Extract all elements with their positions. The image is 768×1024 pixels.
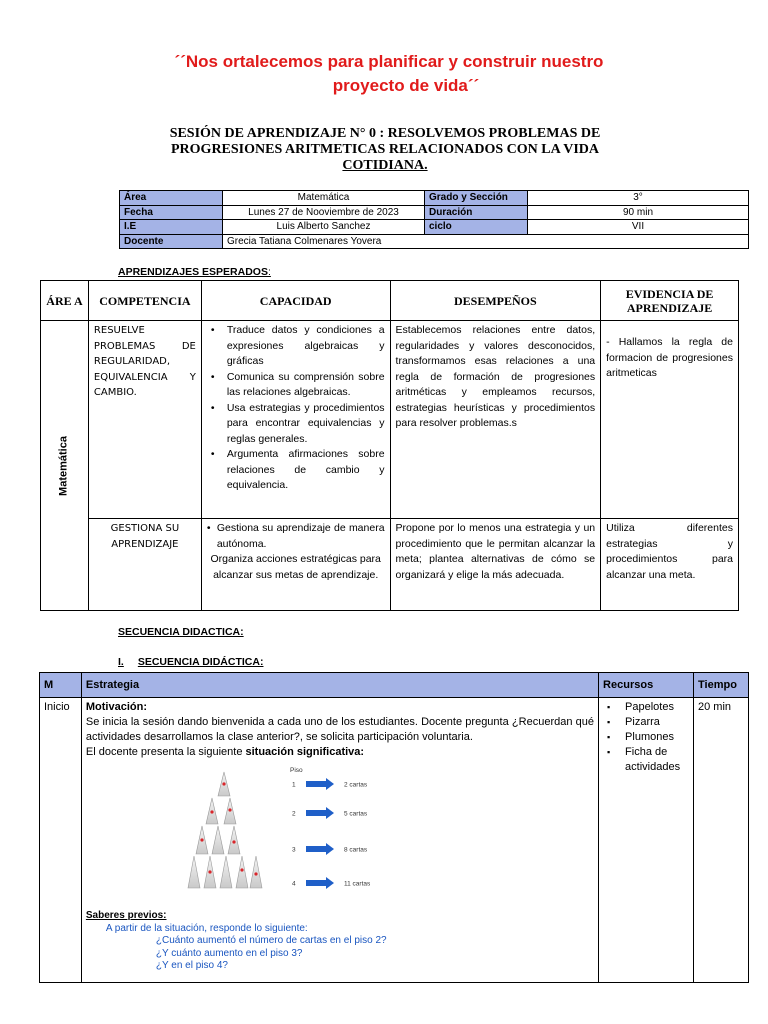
header-evidencia: EVIDENCIA DE APRENDIZAJE [601, 281, 739, 321]
secuencia-row [40, 698, 749, 983]
competencia-row [41, 321, 739, 519]
session-title [120, 126, 650, 174]
capacidad-cell [201, 519, 390, 611]
header-capacidad: CAPACIDAD [201, 281, 390, 321]
header-recursos: Recursos [599, 673, 694, 698]
level-arrow-icon [306, 843, 334, 855]
competencia-cell: GESTIONA SU APRENDIZAJE [88, 519, 201, 611]
session-title-line-1: SESIÓN DE APRENDIZAJE N° 0 : RESOLVEMOS PROBLEMAS DE [169, 126, 601, 141]
competencia-cell: RESUELVE PROBLEMAS DE REGULARIDAD, EQUIVALENCIA Y CAMBIO. [88, 321, 201, 519]
ciclo-label: ciclo [425, 220, 528, 235]
area-name-vertical: Matemática [57, 435, 70, 496]
capacidad-item: • Traduce datos y condiciones a expresiones algebraicas y gráficas [207, 323, 385, 370]
competencia-row [41, 519, 739, 611]
piso-number: 1 [291, 781, 296, 789]
duracion-label: Duración [425, 205, 528, 220]
pregunta-item: ¿Y en el piso 4? [155, 960, 228, 971]
cartas-count: 11 cartas [343, 880, 371, 888]
area-cell [41, 321, 89, 611]
competencias-table [40, 280, 739, 611]
title-line-2: proyecto de vida´´ [332, 76, 480, 95]
header-competencia: COMPETENCIA [88, 281, 201, 321]
saberes-previos-block [86, 910, 594, 973]
pyramid-levels [292, 778, 371, 889]
area-label: Área [120, 191, 223, 206]
header-area: ÁRE A [41, 281, 89, 321]
fecha-value: Lunes 27 de Nooviembre de 2023 [223, 205, 425, 220]
recurso-item: ▪ Papelotes [603, 700, 689, 715]
grado-value: 3° [528, 191, 749, 206]
capacidad-item: • Comunica su comprensión sobre las relaciones algebraicas. [207, 370, 385, 401]
capacidad-item: • Argumenta afirmaciones sobre relaciones de cambio y equivalencia. [207, 447, 385, 494]
docente-label: Docente [120, 234, 223, 249]
secuencia-header-row [40, 673, 749, 698]
recurso-item: ▪ Pizarra [603, 715, 689, 730]
capacidad-item: • Gestiona su aprendizaje de manera autónoma. [206, 522, 385, 550]
piso-number: 3 [291, 846, 296, 854]
secuencia-heading: SECUENCIA DIDACTICA: [118, 626, 244, 638]
fecha-label: Fecha [120, 205, 223, 220]
level-arrow-icon [306, 778, 334, 790]
header-m: M [40, 673, 82, 698]
recurso-item: ▪ Plumones [603, 730, 689, 745]
competencias-header-row [41, 281, 739, 321]
secuencia-subheading: I. SECUENCIA DIDÁCTICA: [118, 656, 264, 668]
pregunta-item: ¿Y cuánto aumento en el piso 3? [155, 947, 303, 959]
motivacion-label: Motivación: [85, 701, 148, 713]
cartas-count: 5 cartas [343, 810, 368, 818]
header-estrategia: Estrategia [81, 673, 598, 698]
session-title-line-2: PROGRESIONES ARITMETICAS RELACIONADOS CON LA VIDA [171, 142, 599, 157]
capacidad-item: • Usa estrategias y procedimientos para encontrar equivalencias y reglas generales. [207, 401, 385, 448]
evidencia-cell: Utiliza diferentes estrategias y procedimientos para alcanzar una meta. [601, 519, 739, 611]
session-title-line-3: COTIDIANA. [342, 158, 428, 173]
docente-text: El docente presenta la siguiente situación significativa: [85, 746, 365, 758]
desempeno-cell: Propone por lo menos una estrategia y un procedimiento que le permitan alcanzar la meta; plantea alternativas de cómo se organizará y elige la más adecuada. [390, 519, 601, 611]
card-pyramid-figure [184, 766, 384, 906]
recursos-cell [599, 698, 694, 983]
title-line-1: ´´Nos ortalecemos para planificar y construir nuestro [174, 52, 604, 71]
saberes-intro: A partir de la situación, responde lo siguiente: [105, 922, 308, 934]
ciclo-value: VII [528, 220, 749, 235]
recurso-item: ▪ Ficha de actividades [603, 745, 689, 775]
area-value: Matemática [223, 191, 425, 206]
piso-label: Piso [289, 767, 303, 774]
motivacion-text: Se inicia la sesión dando bienvenida a cada uno de los estudiantes. Docente pregunta ¿Recuerdan qué actividades desarrollamos la clase anterior?, se solicita participación voluntaria. [85, 716, 595, 743]
grado-label: Grado y Sección [425, 191, 528, 206]
cartas-count: 2 cartas [343, 781, 368, 789]
capacidad-cell [201, 321, 390, 519]
pregunta-item: ¿Cuánto aumentó el número de cartas en el piso 2? [155, 935, 387, 946]
duracion-value: 90 min [528, 205, 749, 220]
level-arrow-icon [306, 877, 334, 889]
estrategia-cell [81, 698, 598, 983]
docente-value: Grecia Tatiana Colmenares Yovera [223, 234, 749, 249]
saberes-label: Saberes previos: [85, 910, 167, 921]
header-desempenos: DESEMPEÑOS [390, 281, 601, 321]
desempeno-cell: Establecemos relaciones entre datos, regularidades y valores desconocidos, transformamos esas relaciones a una regla de formación de progresiones aritméticas y empleamos recursos, estrategias heurísticas y procedimientos para resolver problemas.s [390, 321, 601, 519]
piso-number: 2 [291, 810, 296, 818]
session-info-table [119, 190, 749, 249]
page-title [0, 50, 768, 98]
header-tiempo: Tiempo [694, 673, 749, 698]
piso-number: 4 [291, 880, 296, 888]
cartas-count: 8 cartas [343, 846, 368, 854]
tiempo-cell: 20 min [694, 698, 749, 983]
card-pyramid-illustration [184, 766, 384, 906]
aprendizajes-heading: APRENDIZAJES ESPERADOS: [118, 266, 271, 278]
ie-value: Luis Alberto Sanchez [223, 220, 425, 235]
ie-label: I.E [120, 220, 223, 235]
capacidad-text: Organiza acciones estratégicas para alcanzar sus metas de aprendizaje. [210, 553, 381, 581]
secuencia-table [39, 672, 749, 983]
evidencia-cell: - Hallamos la regla de formacion de progresiones aritmeticas [601, 321, 739, 519]
card-pyramid [188, 772, 262, 888]
moment-cell: Inicio [40, 698, 82, 983]
level-arrow-icon [306, 807, 334, 819]
